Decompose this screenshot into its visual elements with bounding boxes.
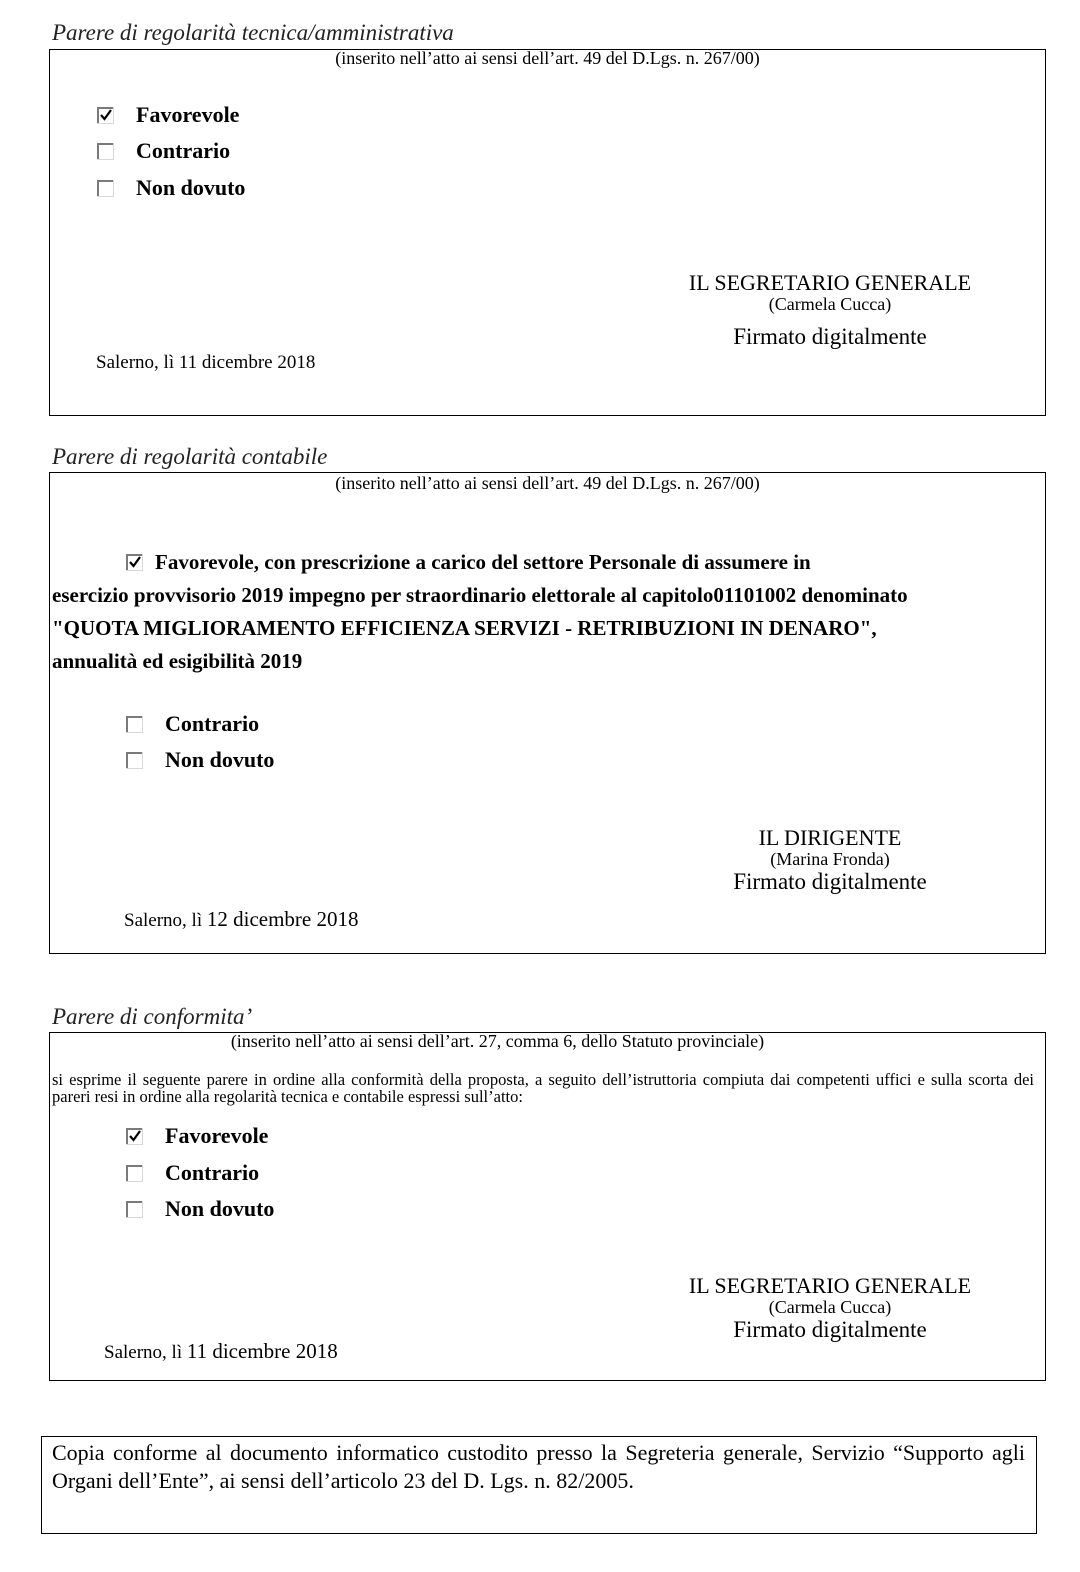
place-prefix: Salerno, lì xyxy=(104,1342,187,1363)
signature-block xyxy=(650,272,1010,350)
option-contrario[interactable] xyxy=(126,1160,259,1186)
place-date xyxy=(124,907,358,932)
date: 12 dicembre 2018 xyxy=(206,907,359,931)
legal-reference: (inserito nell’atto ai sensi dell’art. 49 del D.Lgs. n. 267/00) xyxy=(335,473,760,493)
place-prefix: Salerno, lì xyxy=(96,352,179,373)
checkbox-empty-icon[interactable] xyxy=(126,752,143,769)
option-label: Contrario xyxy=(165,1160,260,1185)
option-non-dovuto[interactable] xyxy=(97,175,245,201)
prescription-line: annualità ed esigibilità 2019 xyxy=(52,649,303,673)
checkbox-checked-icon[interactable] xyxy=(126,1128,143,1145)
conformity-intro: si esprime il seguente parere in ordine alla conformità della proposta, a seguito dell’istruttoria compiuta dai competenti uffici e sulla scorta dei pareri resi in ordine alla regolarità tecnica e contabile espressi sull’atto: xyxy=(52,1070,1034,1106)
certified-copy-box xyxy=(41,1436,1037,1534)
option-non-dovuto[interactable] xyxy=(126,1196,274,1222)
option-favorevole[interactable] xyxy=(126,1123,268,1149)
option-label: Non dovuto xyxy=(165,1196,275,1221)
option-label: Contrario xyxy=(136,138,231,163)
accounting-opinion-box xyxy=(49,472,1046,954)
signer-name: (Carmela Cucca) xyxy=(768,1297,892,1317)
option-label: Favorevole xyxy=(165,1123,269,1148)
checkbox-empty-icon[interactable] xyxy=(97,180,114,197)
section-title: Parere di regolarità contabile xyxy=(52,444,328,469)
section-title: Parere di regolarità tecnica/amministrativa xyxy=(52,20,454,45)
option-label: Contrario xyxy=(165,711,260,736)
checkbox-empty-icon[interactable] xyxy=(126,1201,143,1218)
signer-role: IL DIRIGENTE xyxy=(758,825,902,850)
digital-signature-note: Firmato digitalmente xyxy=(733,869,927,894)
technical-opinion-box xyxy=(49,49,1046,416)
option-contrario[interactable] xyxy=(126,711,259,737)
checkbox-empty-icon[interactable] xyxy=(126,1165,143,1182)
digital-signature-note: Firmato digitalmente xyxy=(733,324,927,349)
certified-copy-text: Copia conforme al documento informatico custodito presso la Segreteria generale, Servizio “Supporto agli Organi dell’Ente”, ai sensi dell’articolo 23 del D. Lgs. n. 82/2005. xyxy=(52,1440,1025,1493)
signer-role: IL SEGRETARIO GENERALE xyxy=(688,1273,972,1298)
signer-name: (Carmela Cucca) xyxy=(768,294,892,314)
option-label: Non dovuto xyxy=(165,747,275,772)
option-label: Non dovuto xyxy=(136,175,246,200)
option-favorevole[interactable] xyxy=(97,102,239,128)
signer-name: (Marina Fronda) xyxy=(770,849,890,869)
signature-block xyxy=(650,827,1010,895)
checkbox-empty-icon[interactable] xyxy=(97,143,114,160)
checkbox-empty-icon[interactable] xyxy=(126,716,143,733)
digital-signature-note: Firmato digitalmente xyxy=(733,1317,927,1342)
place-date xyxy=(96,352,315,374)
signature-block xyxy=(650,1275,1010,1343)
legal-reference: (inserito nell’atto ai sensi dell’art. 49 del D.Lgs. n. 267/00) xyxy=(335,48,760,68)
place-prefix: Salerno, lì xyxy=(124,910,207,931)
section-title: Parere di conformita’ xyxy=(52,1004,253,1029)
prescription-line: Favorevole, con prescrizione a carico del settore Personale di assumere in xyxy=(155,550,811,574)
option-contrario[interactable] xyxy=(97,138,230,164)
legal-reference: (inserito nell’atto ai sensi dell’art. 27, comma 6, dello Statuto provinciale) xyxy=(230,1031,765,1051)
signer-role: IL SEGRETARIO GENERALE xyxy=(688,270,972,295)
prescription-line: "QUOTA MIGLIORAMENTO EFFICIENZA SERVIZI - RETRIBUZIONI IN DENARO", xyxy=(52,616,877,640)
checkbox-checked-icon[interactable] xyxy=(97,107,114,124)
option-non-dovuto[interactable] xyxy=(126,747,274,773)
favorevole-prescription xyxy=(52,546,1042,678)
date: 11 dicembre 2018 xyxy=(186,1339,338,1363)
checkbox-checked-icon[interactable] xyxy=(126,554,143,571)
prescription-line: esercizio provvisorio 2019 impegno per straordinario elettorale al capitolo01101002 denominato xyxy=(52,583,908,607)
conformity-opinion-box xyxy=(49,1032,1046,1381)
option-label: Favorevole xyxy=(136,102,240,127)
place-date xyxy=(104,1339,338,1364)
date: 11 dicembre 2018 xyxy=(178,352,316,373)
